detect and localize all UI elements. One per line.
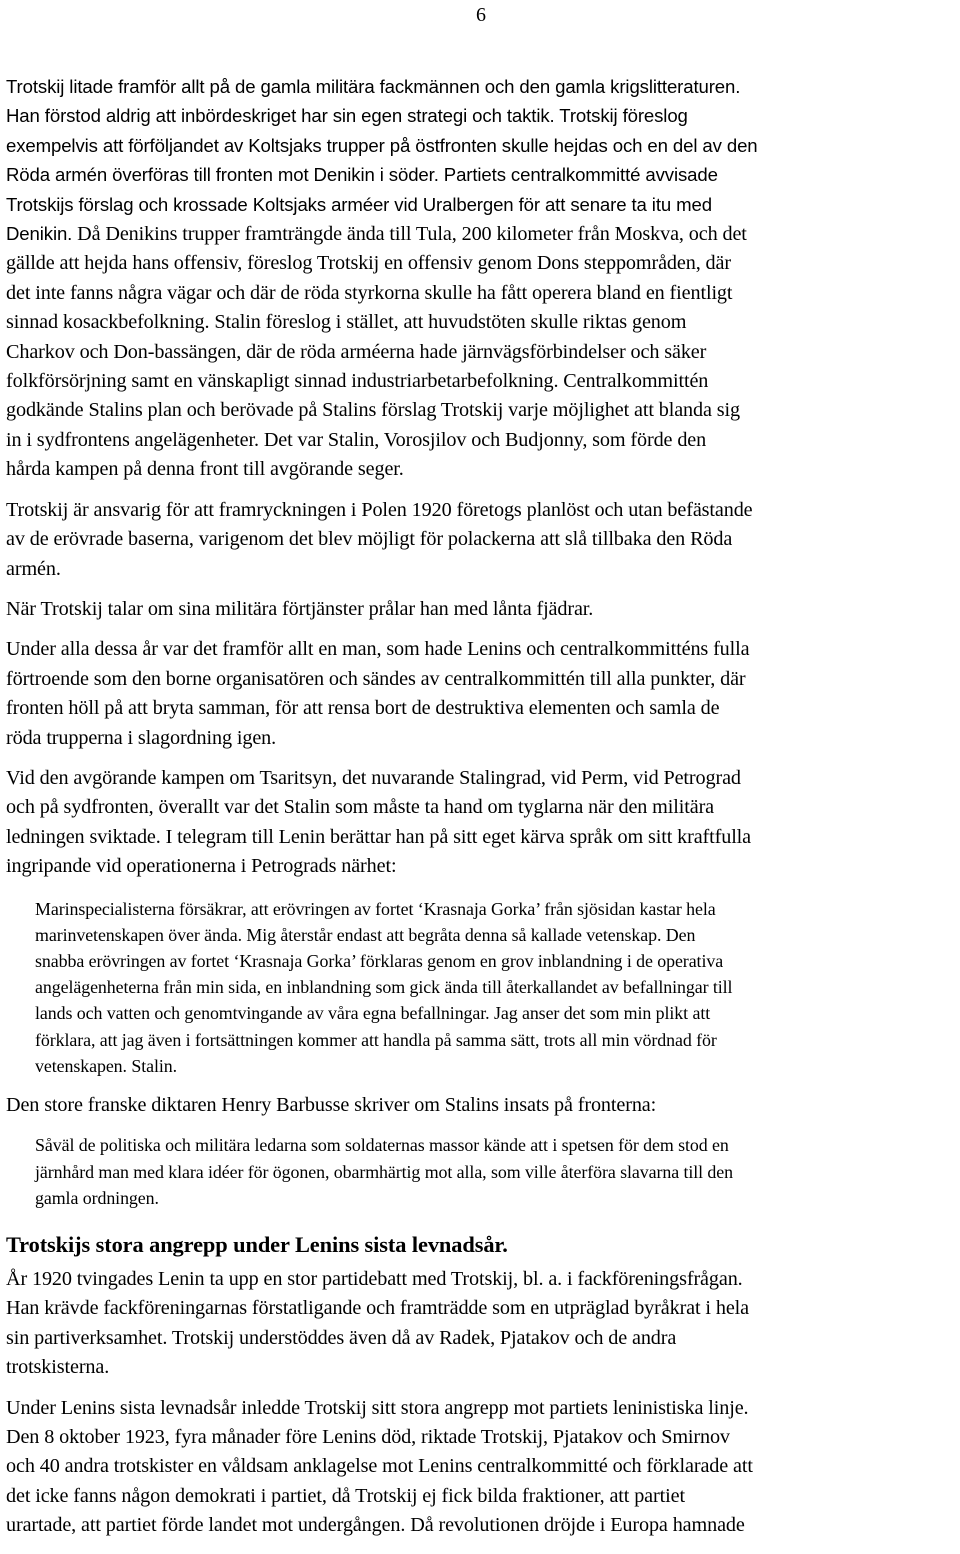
quote-line: angelägenheterna från min sida, en inblandning som gick ända till återkallandet av befallningar till — [35, 977, 733, 998]
text-line: Han förstod aldrig att inbördeskriget har sin egen strategi och taktik. Trotskij föreslog — [6, 105, 688, 127]
text-line: Under alla dessa år var det framför allt en man, som hade Lenins och centralkommitténs fulla — [6, 638, 750, 661]
block-quote-telegram — [35, 896, 960, 1079]
quote-line: vetenskapen. Stalin. — [35, 1055, 177, 1076]
text-line: förtroende som den borne organisatören och sändes av centralkommittén till alla punkter, där — [6, 667, 746, 690]
text-line: in i sydfrontens angelägenheter. Det var Stalin, Vorosjilov och Budjonny, som förde den — [6, 428, 707, 451]
paragraph-8 — [6, 1394, 960, 1541]
paragraph-3 — [6, 595, 960, 624]
text-line: armén. — [6, 557, 61, 580]
block-quote-barbusse — [35, 1132, 960, 1211]
paragraph-2 — [6, 496, 960, 584]
text-line: exempelvis att förföljandet av Koltsjaks trupper på östfronten skulle hejdas och en del av den — [6, 134, 758, 156]
text-line: och på sydfronten, överallt var det Stalin som måste ta hand om tyglarna när den militära — [6, 796, 715, 819]
section-heading: Trotskijs stora angrepp under Lenins sista levnadsår. — [6, 1232, 508, 1257]
text-line: och 40 andra trotskister en våldsam anklagelse mot Lenins centralkommitté och förklarade att — [6, 1455, 753, 1478]
quote-line: Såväl de politiska och militära ledarna som soldaternas massor kände att i spetsen för dem stod en — [35, 1135, 729, 1156]
text-line: det icke fanns någon demokrati i partiet, då Trotskij ej fick bilda fraktioner, att partiet — [6, 1484, 685, 1507]
text-segment: Då Denikins trupper framträngde ända till Tula, 200 kilometer från Moskva, och det — [72, 223, 747, 246]
text-line: sin partiverksamhet. Trotskij understöddes även då av Radek, Pjatakov och de andra — [6, 1326, 677, 1349]
text-line: Trotskij är ansvarig för att framryckningen i Polen 1920 företogs planlöst och utan befästande — [6, 498, 753, 521]
text-line: urartade, att partiet förde landet mot undergången. Då revolutionen dröjde i Europa hamnade — [6, 1514, 745, 1537]
paragraph-5 — [6, 764, 960, 882]
text-line — [6, 160, 960, 189]
text-line: trotskisterna. — [6, 1356, 110, 1379]
quote-line: marinvetenskapen över ända. Mig återstår endast att begråta denna så kallade vetenskap. Den — [35, 924, 696, 945]
text-line: det inte fanns några vägar och där de röda styrkorna skulle ha fått operera bland en fientligt — [6, 281, 733, 304]
text-segment: Partiets centralkommitté avvisade — [438, 164, 718, 186]
text-line: fronten höll på att bryta samman, för att rensa bort de destruktiva elementen och samla de — [6, 697, 720, 720]
text-line: ingripande vid operationerna i Petrograds närhet: — [6, 855, 397, 878]
text-line: gällde att hejda hans offensiv, föreslog Trotskij en offensiv genom Dons steppområden, där — [6, 252, 731, 275]
text-line: röda trupperna i slagordning igen. — [6, 726, 277, 749]
paragraph-7 — [6, 1265, 960, 1383]
text-line: Vid den avgörande kampen om Tsaritsyn, det nuvarande Stalingrad, vid Perm, vid Petrograd — [6, 766, 741, 789]
paragraph-4 — [6, 635, 960, 753]
text-line: Den 8 oktober 1923, fyra månader före Lenins död, riktade Trotskij, Pjatakov och Smirnov — [6, 1426, 730, 1449]
quote-line: gamla ordningen. — [35, 1187, 159, 1208]
quote-line: lands och vatten och genomtvingande av våra egna befallningar. Jag anser det som min plikt att — [35, 1003, 711, 1024]
quote-line: järnhård man med klara idéer för ögonen, obarmhärtig mot alla, som ville återföra slavarna till den — [35, 1161, 734, 1182]
text-line: År 1920 tvingades Lenin ta upp en stor partidebatt med Trotskij, bl. a. i fackföreningsfrågan. — [6, 1268, 743, 1290]
document-body — [6, 72, 960, 1552]
text-line: Trotskij litade framför allt på de gamla militära fackmännen och den gamla krigslitteraturen. — [6, 76, 741, 97]
quote-line: Marinspecialisterna försäkrar, att erövringen av fortet ‘Krasnaja Gorka’ från sjösidan kastar hela — [35, 898, 716, 919]
text-line: folkförsörjning samt en vänskapligt sinnad industriarbetarbefolkning. Centralkommittén — [6, 370, 709, 393]
text-line: sinnad kosackbefolkning. Stalin föreslog i stället, att huvudstöten skulle riktas genom — [6, 311, 687, 334]
text-line: Den store franske diktaren Henry Barbusse skriver om Stalins insats på fronterna: — [6, 1093, 657, 1116]
quote-line: snabba erövringen av fortet ‘Krasnaja Gorka’ förklaras genom en grov inblandning i de operativa — [35, 950, 724, 971]
text-line: godkände Stalins plan och berövade på Stalins förslag Trotskij varje möjlighet att blanda sig — [6, 399, 740, 422]
text-line: av de erövrade baserna, varigenom det blev möjligt för polackerna att slå tillbaka den Röda — [6, 528, 733, 551]
text-line: Under Lenins sista levnadsår inledde Trotskij sitt stora angrepp mot partiets leninistiska linje. — [6, 1396, 749, 1419]
text-line: ledningen sviktade. I telegram till Lenin berättar han på sitt eget kärva språk om sitt kraftfulla — [6, 825, 752, 848]
text-segment: Denikin. — [6, 223, 73, 245]
text-line — [6, 219, 960, 249]
text-line: Han krävde fackföreningarnas förstatligande och framträdde som en utpräglad byråkrat i hela — [6, 1297, 749, 1320]
text-line: När Trotskij talar om sina militära förtjänster prålar han med lånta fjädrar. — [6, 597, 594, 620]
text-segment: Röda armén överföras till fronten mot Denikin i söder. — [6, 164, 439, 186]
paragraph-6 — [6, 1091, 960, 1120]
paragraph-1 — [6, 72, 960, 485]
quote-line: förklara, att jag även i fortsättningen kommer att handla på samma sätt, trots all min vördnad för — [35, 1029, 717, 1050]
page-number: 6 — [476, 4, 486, 26]
text-line: Charkov och Don-bassängen, där de röda arméerna hade järnvägsförbindelser och säker — [6, 340, 707, 363]
text-line: Trotskijs förslag och krossade Koltsjaks arméer vid Uralbergen för att senare ta itu med — [6, 193, 712, 215]
text-line: hårda kampen på denna front till avgörande seger. — [6, 458, 404, 481]
